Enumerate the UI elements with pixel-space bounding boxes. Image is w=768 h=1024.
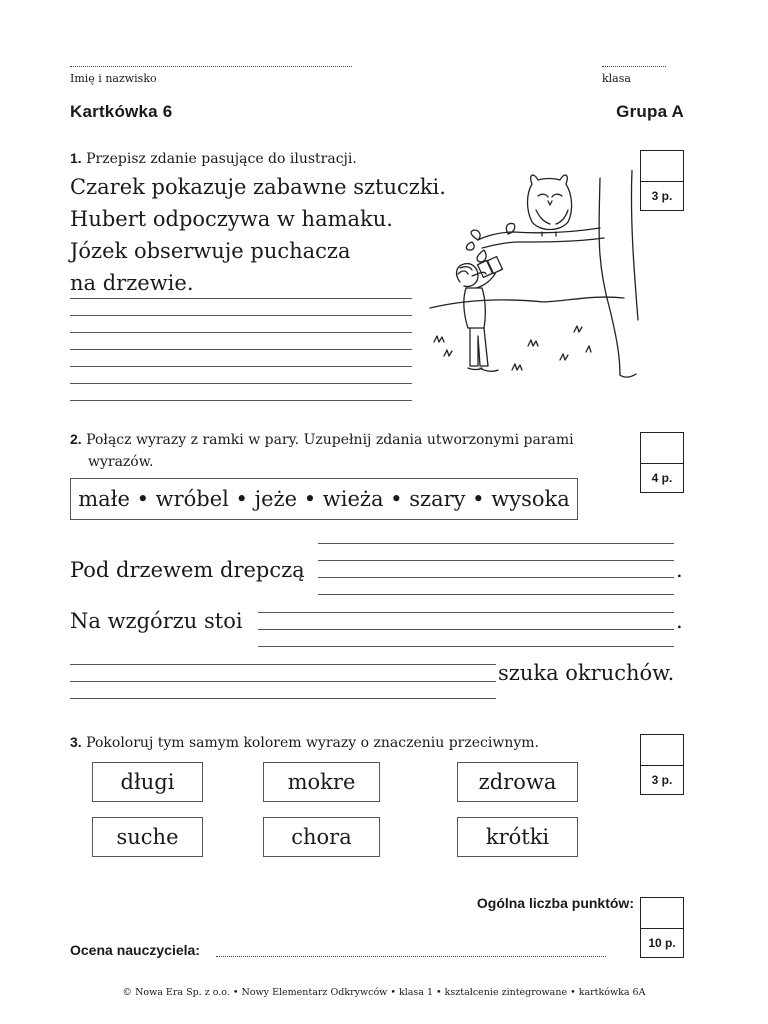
score-entry[interactable] (641, 433, 683, 464)
score-entry[interactable] (641, 735, 683, 766)
task2-points: 4 p. (651, 471, 673, 485)
task2-number: 2. (70, 431, 82, 447)
task2-period-2: . (676, 609, 683, 633)
answer-line[interactable] (258, 612, 674, 613)
class-field-line[interactable] (602, 66, 666, 67)
class-label: klasa (602, 72, 631, 85)
name-label: Imię i nazwisko (70, 72, 157, 85)
task2-points-box (640, 432, 684, 493)
word-card-krotki[interactable]: krótki (457, 817, 578, 857)
total-points-label: Ogólna liczba punktów: (476, 895, 634, 911)
answer-line[interactable] (318, 560, 674, 561)
teacher-grade-label: Ocena nauczyciela: (70, 942, 200, 958)
task1-sentence-2: Hubert odpoczywa w hamaku. (70, 207, 393, 231)
answer-line[interactable] (70, 664, 496, 665)
total-points: 10 p. (648, 936, 676, 950)
word-card-suche[interactable]: suche (92, 817, 203, 857)
task2-sentence-2: Na wzgórzu stoi (70, 609, 243, 633)
task1-points: 3 p. (651, 189, 673, 203)
task1-sentence-3: Józek obserwuje puchacza (70, 239, 351, 263)
task1-instruction (70, 147, 357, 170)
answer-line[interactable] (318, 577, 674, 578)
owl-tree-illustration (424, 170, 639, 390)
total-points-box (640, 897, 684, 958)
group-label: Grupa A (616, 102, 684, 121)
task2-sentence-3: szuka okruchów. (498, 661, 675, 685)
task2-instruction-text: Połącz wyrazy z ramki w pary. Uzupełnij zdania utworzonymi parami (86, 432, 574, 448)
teacher-grade-line[interactable] (216, 956, 606, 957)
answer-line[interactable] (318, 543, 674, 544)
task2-period-1: . (676, 558, 683, 582)
answer-line[interactable] (70, 698, 496, 699)
task2-word-bank: małe • wróbel • jeże • wieża • szary • wysoka (70, 478, 578, 520)
task2-instruction-cont: wyrazów. (88, 454, 154, 470)
task1-number: 1. (70, 150, 82, 166)
answer-line[interactable] (258, 629, 674, 630)
task1-instruction-text: Przepisz zdanie pasujące do ilustracji. (86, 151, 357, 167)
quiz-title: Kartkówka 6 (70, 102, 173, 121)
answer-line[interactable] (258, 646, 674, 647)
task3-points: 3 p. (651, 773, 673, 787)
task1-points-box (640, 150, 684, 211)
word-card-mokre[interactable]: mokre (263, 762, 380, 802)
answer-line[interactable] (318, 594, 674, 595)
task1-sentence-1: Czarek pokazuje zabawne sztuczki. (70, 175, 446, 199)
task3-number: 3. (70, 734, 82, 750)
task3-instruction (70, 731, 539, 754)
answer-line[interactable] (70, 681, 496, 682)
task2-instruction (70, 428, 630, 473)
name-field-line[interactable] (70, 66, 352, 67)
word-card-dlugi[interactable]: długi (92, 762, 203, 802)
word-card-chora[interactable]: chora (263, 817, 380, 857)
task3-points-box (640, 734, 684, 795)
task1-sentence-4: na drzewie. (70, 271, 194, 295)
total-score-entry[interactable] (641, 898, 683, 929)
score-entry[interactable] (641, 151, 683, 182)
footer-copyright: © Nowa Era Sp. z o.o. • Nowy Elementarz Odkrywców • klasa 1 • kształcenie zintegrowane • kartkówka 6A (122, 987, 646, 998)
task2-sentence-1: Pod drzewem drepczą (70, 558, 305, 582)
task3-instruction-text: Pokoloruj tym samym kolorem wyrazy o znaczeniu przeciwnym. (86, 735, 539, 751)
word-card-zdrowa[interactable]: zdrowa (457, 762, 578, 802)
